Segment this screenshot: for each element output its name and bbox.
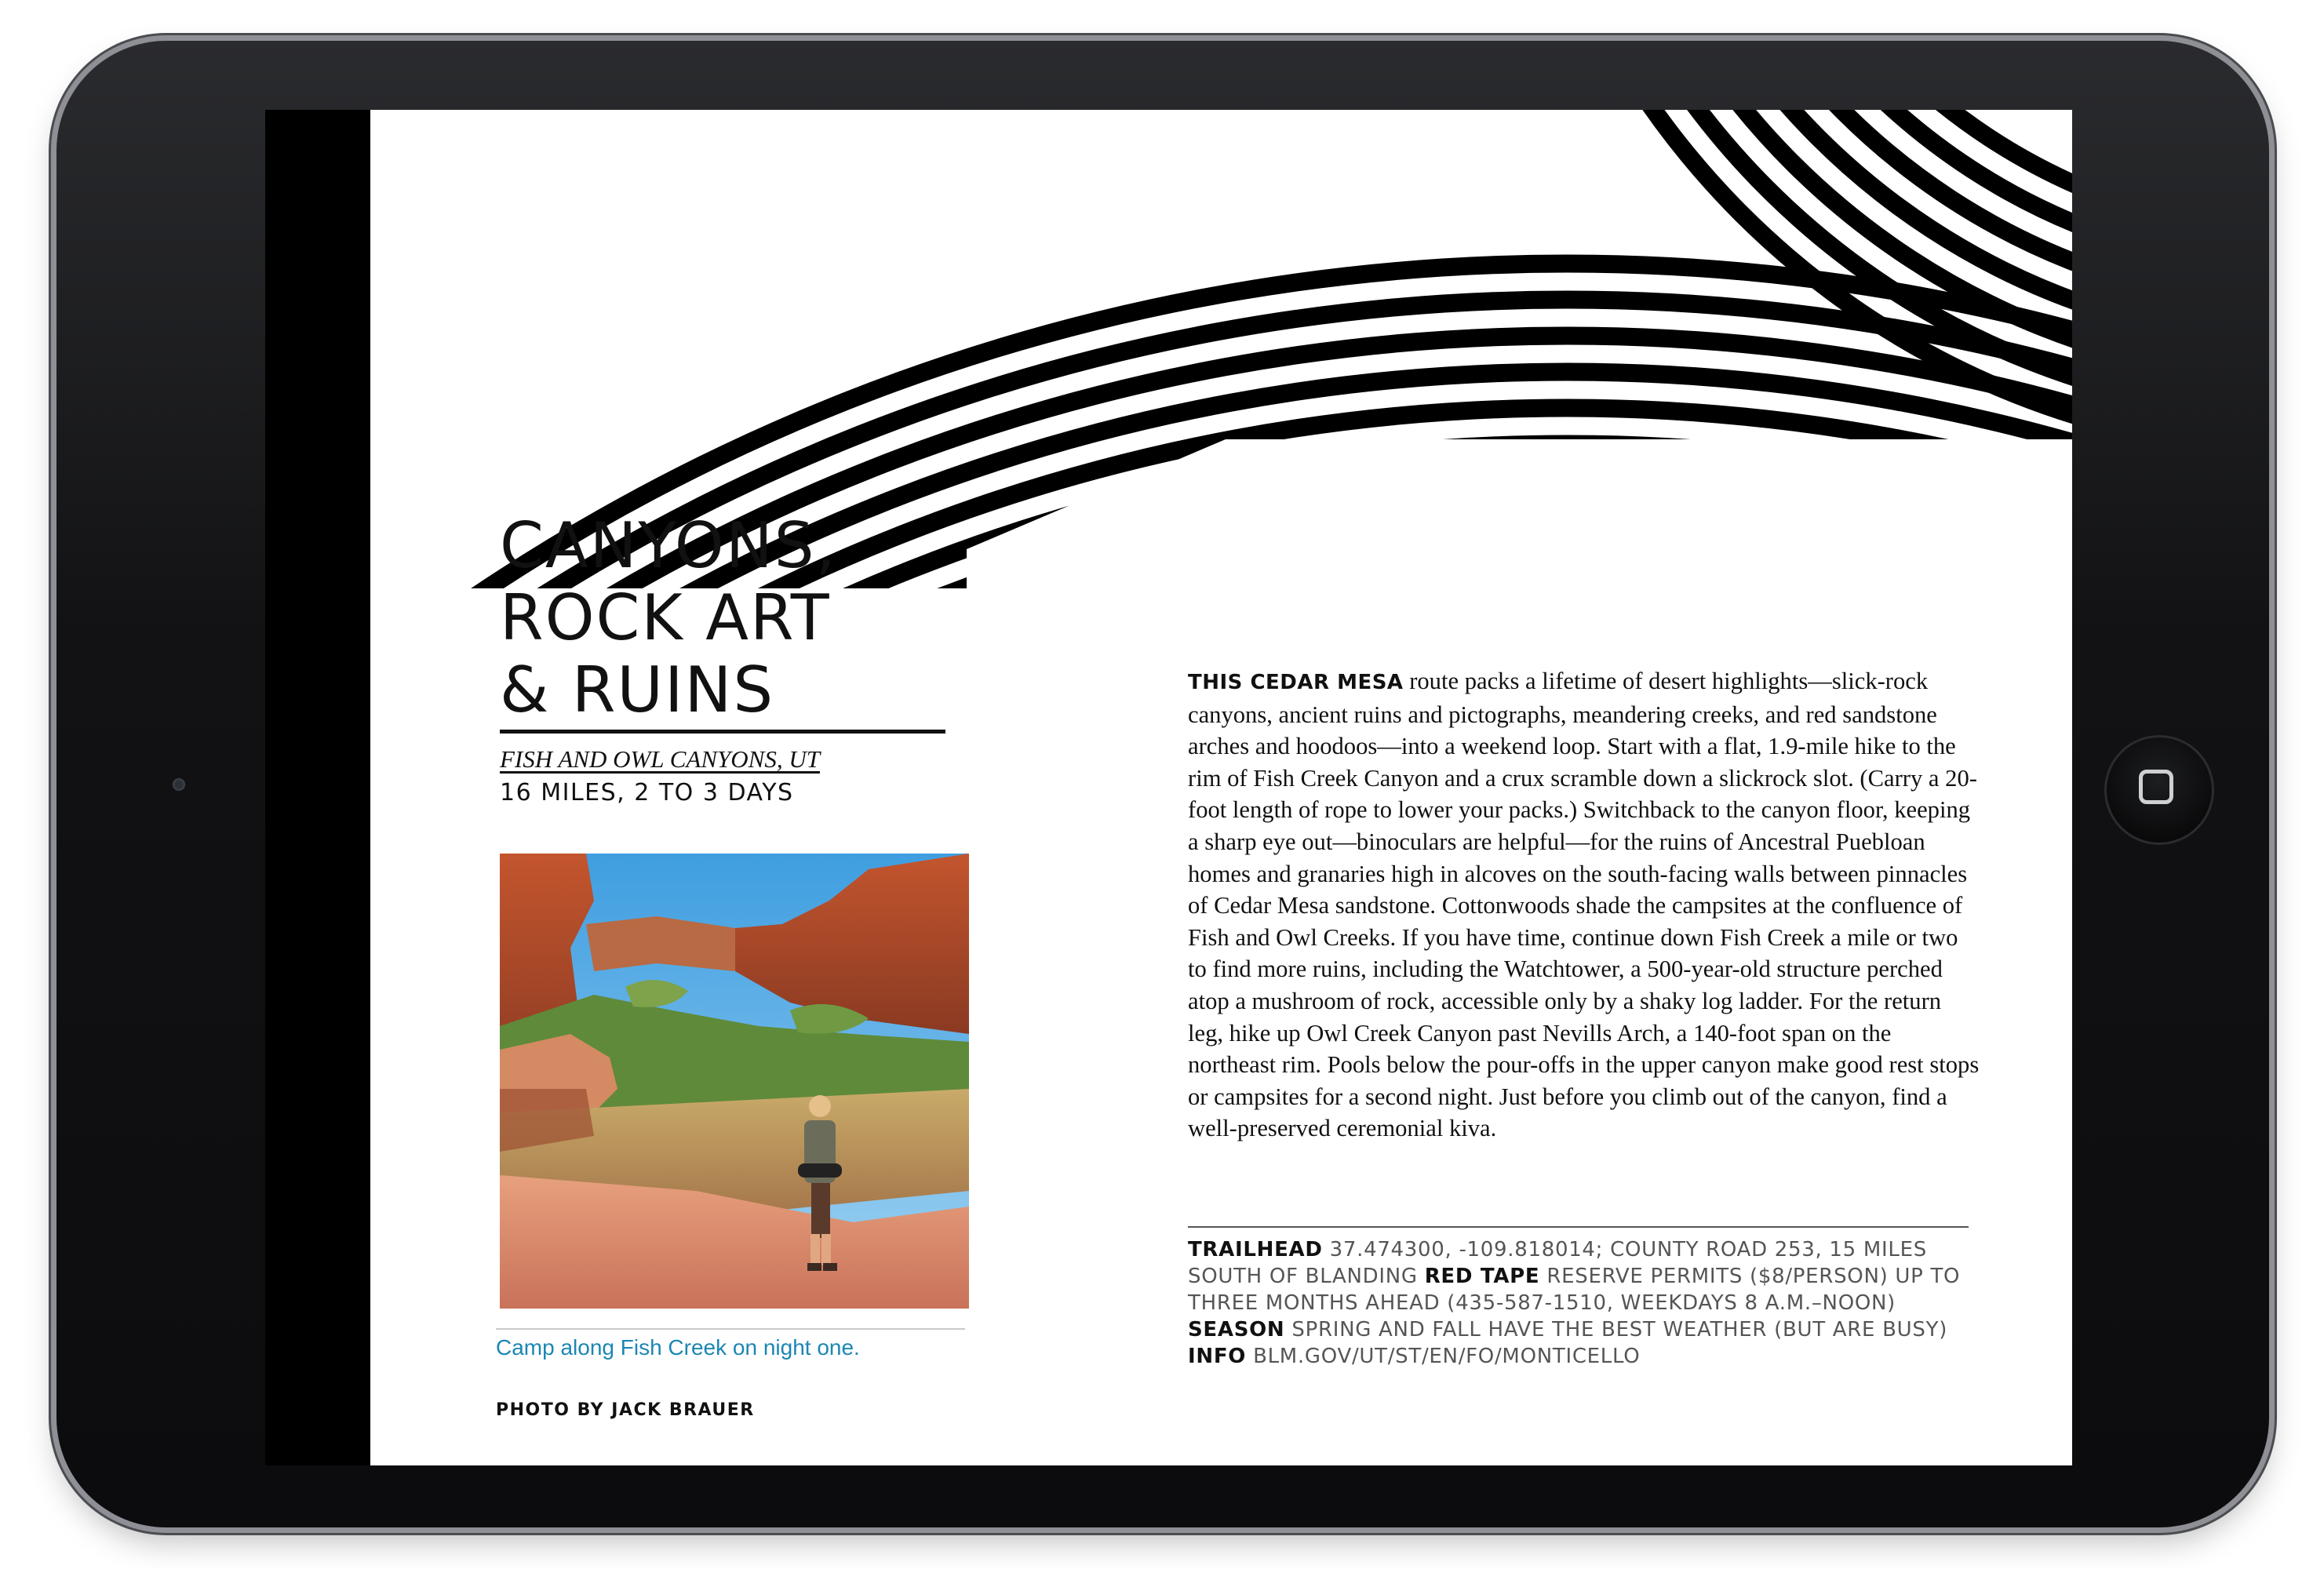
info-value-red-tape: RESERVE PERMITS ($8/PERSON) UP TO THREE MONTHS AHEAD (435-587-1510, WEEKDAYS 8 A.M.–NOON) <box>1188 1265 1961 1315</box>
info-label-season: SEASON <box>1188 1318 1285 1341</box>
photo-caption: Camp along Fish Creek on night one. <box>496 1335 860 1360</box>
article-title: CANYONS, ROCK ART & RUINS <box>500 509 837 726</box>
home-button[interactable] <box>2104 735 2214 845</box>
lead-in: THIS CEDAR MESA <box>1188 671 1404 694</box>
tablet-screen <box>265 110 2072 1465</box>
caption-divider <box>496 1328 965 1330</box>
photo-credit: PHOTO BY JACK BRAUER <box>496 1400 755 1420</box>
hiker-canyon-photo <box>500 854 969 1309</box>
trip-stats: 16 MILES, 2 TO 3 DAYS <box>500 779 794 806</box>
info-divider <box>1188 1226 1969 1228</box>
info-label-info: INFO <box>1188 1345 1247 1368</box>
info-label-red-tape: RED TAPE <box>1424 1265 1540 1288</box>
square-home-icon <box>2139 770 2173 804</box>
front-camera-icon <box>173 778 185 791</box>
info-value-trailhead: 37.474300, -109.818014; COUNTY ROAD 253, 15 MILES SOUTH OF BLANDING <box>1188 1238 1927 1288</box>
article-body <box>1188 665 1980 1145</box>
trip-info <box>1188 1236 1972 1370</box>
title-divider <box>500 730 945 734</box>
info-value-info: BLM.GOV/UT/ST/EN/FO/MONTICELLO <box>1253 1345 1641 1368</box>
body-text: route packs a lifetime of desert highlights—slick-rock canyons, ancient ruins and pictographs, meandering creeks, and red sandstone arches and hoodoos—into a weekend loop. Start with a flat, 1.9-mile hike to the rim of Fish Creek Canyon and a crux scramble down a slickrock slot. (Carry a 20-foot length of rope to lower your packs.) Switchback to the canyon floor, keeping a sharp eye out—binoculars are helpful—for the ruins of Ancestral Puebloan homes and granaries high in alcoves on the south-facing walls between pinnacles of Cedar Mesa sandstone. Cottonwoods shade the campsites at the confluence of Fish and Owl Creeks. If you have time, continue down Fish Creek a mile or two to find more ruins, including the Watchtower, a 500-year-old structure perched atop a mushroom of rock, accessible only by a shaky log ladder. For the return leg, hike up Owl Creek Canyon past Nevills Arch, a 140-foot span on the northeast rim. Pools below the pour-offs in the upper canyon make good rest stops or campsites for a second night. Just before you climb out of the canyon, find a well-preserved ceremonial kiva. <box>1188 668 1980 1142</box>
info-label-trailhead: TRAILHEAD <box>1188 1238 1323 1261</box>
info-value-season: SPRING AND FALL HAVE THE BEST WEATHER (BUT ARE BUSY) <box>1291 1318 1948 1341</box>
magazine-page[interactable] <box>370 110 2072 1465</box>
article-location: FISH AND OWL CANYONS, UT <box>500 745 820 773</box>
